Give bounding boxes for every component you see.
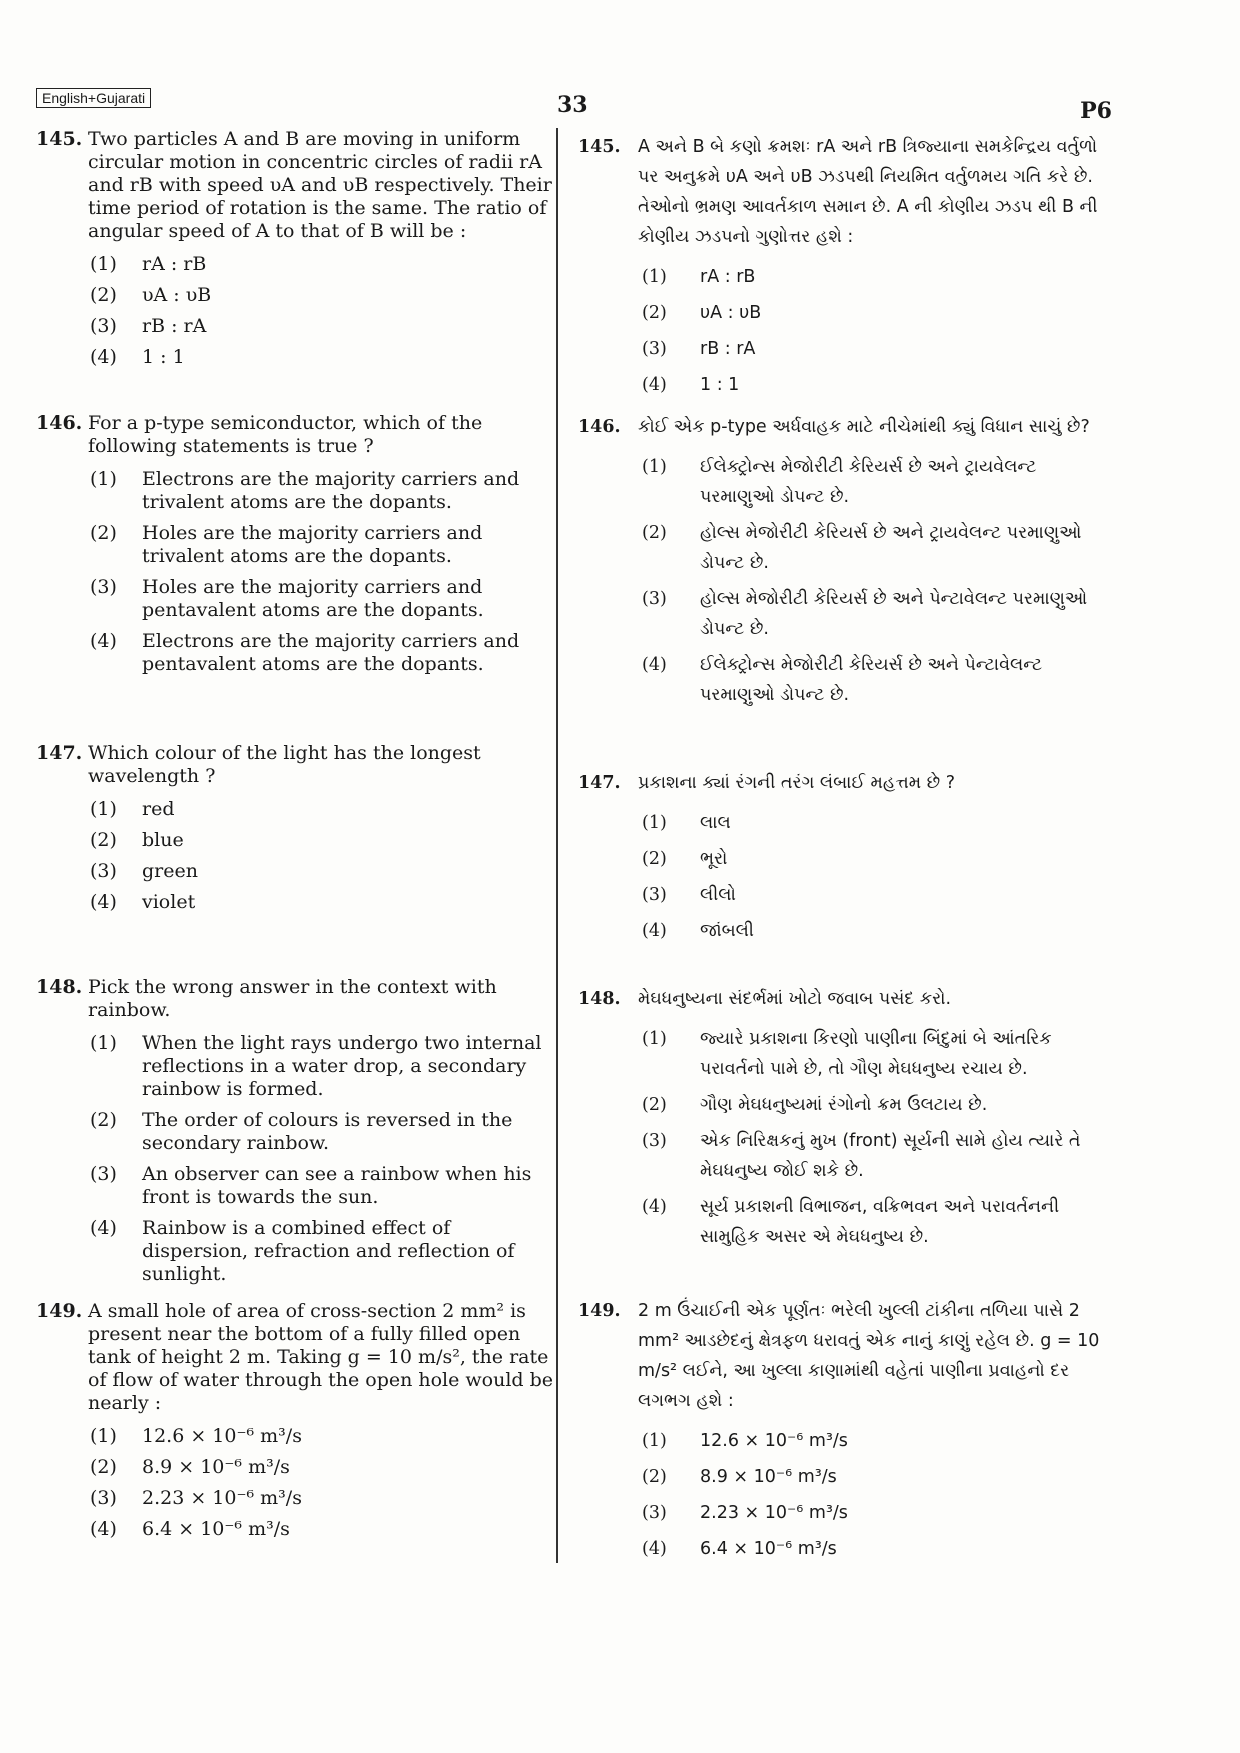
option-number: (1) xyxy=(90,253,117,275)
option xyxy=(90,1032,556,1101)
option xyxy=(642,298,1108,328)
option-text: ઈલેક્ટ્રોન્સ મેજોરીટી કેરિયર્સ છે અને પેન્ટાવેલન્ટ પરમાણુઓ ડોપન્ટ છે. xyxy=(700,655,1043,705)
question-148-en xyxy=(36,976,556,1294)
option-text: rB : rA xyxy=(700,339,756,359)
option-number: (2) xyxy=(90,829,117,851)
set-code: P6 xyxy=(1080,98,1112,124)
option-number: (2) xyxy=(90,1456,117,1478)
option-number: (2) xyxy=(90,1109,117,1131)
option xyxy=(90,253,556,276)
option-number: (4) xyxy=(90,630,117,652)
option-number: (2) xyxy=(642,303,667,323)
option-number: (1) xyxy=(642,267,667,287)
option xyxy=(642,1462,1108,1492)
option-number: (1) xyxy=(642,813,667,833)
question-number: 147. xyxy=(578,773,621,793)
question-148-gu xyxy=(578,984,1108,1258)
question-text: A અને B બે કણો ક્રમશઃ rA અને rB ત્રિજ્યાના સમકેન્દ્રિય વર્તુળો પર અનુક્રમે υA અને υB ઝડપથી નિયમિત વર્તુળમય ગતિ કરે છે. તેઓનો ભ્રમણ આવર્તકાળ સમાન છે. A ની કોણીય ઝડપ થી B ની કોણીય ઝડપનો ગુણોત્તર હશે : xyxy=(638,137,1098,247)
option xyxy=(642,1534,1108,1564)
option-number: (4) xyxy=(642,1539,667,1559)
option xyxy=(90,829,556,852)
option-number: (3) xyxy=(642,885,667,905)
option-number: (4) xyxy=(642,1197,667,1217)
option-number: (2) xyxy=(642,1467,667,1487)
option-text: When the light rays undergo two internal reflections in a water drop, a secondary rainbow is formed. xyxy=(142,1032,542,1100)
option-text: હોલ્સ મેજોરીટી કેરિયર્સ છે અને ટ્રાયવેલન્ટ પરમાણુઓ ડોપન્ટ છે. xyxy=(700,523,1082,573)
option-number: (1) xyxy=(90,1425,117,1447)
option xyxy=(642,1024,1108,1084)
option xyxy=(642,262,1108,292)
option-text: ગૌણ મેઘધનુષ્યમાં રંગોનો ક્રમ ઉલટાય છે. xyxy=(700,1095,988,1115)
option xyxy=(90,346,556,369)
option-number: (3) xyxy=(90,1163,117,1185)
option-number: (4) xyxy=(642,655,667,675)
option-text: rA : rB xyxy=(700,267,756,287)
option-text: ભૂરો xyxy=(700,849,728,869)
option-text: 1 : 1 xyxy=(142,346,185,368)
option-number: (4) xyxy=(90,1518,117,1540)
option-text: 6.4 × 10⁻⁶ m³/s xyxy=(142,1518,290,1540)
option-number: (4) xyxy=(90,891,117,913)
option-text: An observer can see a rainbow when his front is towards the sun. xyxy=(142,1163,532,1208)
question-text: પ્રકાશના ક્યાં રંગની તરંગ લંબાઈ મહત્તમ છે ? xyxy=(638,773,956,793)
option xyxy=(90,1518,556,1541)
option-number: (3) xyxy=(90,315,117,337)
question-145-gu xyxy=(578,132,1108,406)
question-number: 145. xyxy=(36,128,83,150)
option xyxy=(90,1456,556,1479)
option-text: 6.4 × 10⁻⁶ m³/s xyxy=(700,1539,837,1559)
question-146-gu xyxy=(578,412,1108,716)
question-text: મેઘધનુષ્યના સંદર્ભમાં ખોટો જવાબ પસંદ કરો. xyxy=(638,989,952,1009)
option-number: (4) xyxy=(642,921,667,941)
question-number: 148. xyxy=(578,989,621,1009)
option-number: (2) xyxy=(90,284,117,306)
option-text: 8.9 × 10⁻⁶ m³/s xyxy=(700,1467,837,1487)
option-number: (1) xyxy=(90,468,117,490)
option-text: જાંબલી xyxy=(700,921,754,941)
option-text: rA : rB xyxy=(142,253,207,275)
option xyxy=(642,370,1108,400)
option xyxy=(642,880,1108,910)
question-147-gu xyxy=(578,768,1108,952)
question-145-en xyxy=(36,128,556,377)
question-146-en xyxy=(36,412,556,684)
option-text: blue xyxy=(142,829,184,851)
option xyxy=(642,518,1108,578)
option-number: (2) xyxy=(642,1095,667,1115)
option-number: (3) xyxy=(90,860,117,882)
option xyxy=(90,860,556,883)
option-text: 12.6 × 10⁻⁶ m³/s xyxy=(142,1425,302,1447)
option-text: Holes are the majority carriers and pentavalent atoms are the dopants. xyxy=(142,576,484,621)
option-text: Electrons are the majority carriers and trivalent atoms are the dopants. xyxy=(142,468,520,513)
option-number: (3) xyxy=(642,589,667,609)
option xyxy=(90,522,556,568)
option xyxy=(90,1163,556,1209)
option-number: (3) xyxy=(642,1131,667,1151)
option-text: સૂર્ય પ્રકાશની વિભાજન, વક્રિભવન અને પરાવર્તનની સામુહિક અસર એ મેઘધનુષ્ય છે. xyxy=(700,1197,1060,1247)
option-number: (3) xyxy=(642,339,667,359)
question-number: 149. xyxy=(578,1301,621,1321)
option xyxy=(90,1109,556,1155)
option-text: Rainbow is a combined effect of dispersion, refraction and reflection of sunlight. xyxy=(142,1217,515,1285)
option-text: ઈલેક્ટ્રોન્સ મેજોરીટી કેરિયર્સ છે અને ટ્રાયવેલન્ટ પરમાણુઓ ડોપન્ટ છે. xyxy=(700,457,1037,507)
option xyxy=(642,452,1108,512)
option-number: (3) xyxy=(642,1503,667,1523)
question-text: For a p-type semiconductor, which of the following statements is true ? xyxy=(88,412,483,457)
option xyxy=(90,630,556,676)
option xyxy=(642,1498,1108,1528)
option xyxy=(90,1217,556,1286)
option xyxy=(642,1126,1108,1186)
option-number: (1) xyxy=(642,1029,667,1049)
option-text: υA : υB xyxy=(700,303,762,323)
option-text: rB : rA xyxy=(142,315,207,337)
option-text: Electrons are the majority carriers and pentavalent atoms are the dopants. xyxy=(142,630,520,675)
option-number: (2) xyxy=(90,522,117,544)
question-number: 146. xyxy=(578,417,621,437)
option-number: (4) xyxy=(642,375,667,395)
option xyxy=(642,584,1108,644)
page-number: 33 xyxy=(557,92,588,118)
option-text: 8.9 × 10⁻⁶ m³/s xyxy=(142,1456,290,1478)
option-text: 2.23 × 10⁻⁶ m³/s xyxy=(700,1503,848,1523)
option-text: red xyxy=(142,798,175,820)
option-text: Holes are the majority carriers and trivalent atoms are the dopants. xyxy=(142,522,483,567)
option-number: (2) xyxy=(642,523,667,543)
question-147-en xyxy=(36,742,556,922)
option-text: જ્યારે પ્રકાશના કિરણો પાણીના બિંદુમાં બે આંતરિક પરાવર્તનો પામે છે, તો ગૌણ મેઘધનુષ્ય રચાય છે. xyxy=(700,1029,1052,1079)
option-text: હોલ્સ મેજોરીટી કેરિયર્સ છે અને પેન્ટાવેલન્ટ પરમાણુઓ ડોપન્ટ છે. xyxy=(700,589,1088,639)
question-number: 148. xyxy=(36,976,83,998)
option-number: (3) xyxy=(90,1487,117,1509)
option xyxy=(642,916,1108,946)
option xyxy=(90,798,556,821)
option-text: 2.23 × 10⁻⁶ m³/s xyxy=(142,1487,302,1509)
option-number: (1) xyxy=(90,798,117,820)
option xyxy=(642,1090,1108,1120)
option-number: (1) xyxy=(642,1431,667,1451)
option-text: એક નિરિક્ષકનું મુખ (front) સૂર્યની સામે હોય ત્યારે તે મેઘધનુષ્ય જોઈ શકે છે. xyxy=(700,1131,1081,1181)
option xyxy=(90,1487,556,1510)
option-text: The order of colours is reversed in the secondary rainbow. xyxy=(142,1109,513,1154)
question-149-gu xyxy=(578,1296,1108,1570)
question-text: Pick the wrong answer in the context with rainbow. xyxy=(88,976,497,1021)
question-149-en xyxy=(36,1300,556,1549)
option xyxy=(90,468,556,514)
option xyxy=(642,808,1108,838)
option xyxy=(90,284,556,307)
option xyxy=(642,1192,1108,1252)
question-number: 149. xyxy=(36,1300,83,1322)
question-text: કોઈ એક p-type અર્ધવાહક માટે નીચેમાંથી ક્યું વિધાન સાચું છે? xyxy=(638,417,1090,437)
option-text: લીલો xyxy=(700,885,736,905)
option-text: 12.6 × 10⁻⁶ m³/s xyxy=(700,1431,848,1451)
question-number: 145. xyxy=(578,137,621,157)
option-number: (3) xyxy=(90,576,117,598)
option-number: (4) xyxy=(90,1217,117,1239)
option-text: 1 : 1 xyxy=(700,375,740,395)
question-number: 146. xyxy=(36,412,83,434)
question-text: A small hole of area of cross-section 2 mm² is present near the bottom of a fully filled open tank of height 2 m. Taking g = 10 m/s², the rate of flow of water through the open hole would be nearly : xyxy=(88,1300,554,1414)
option xyxy=(642,650,1108,710)
question-number: 147. xyxy=(36,742,83,764)
option xyxy=(90,315,556,338)
option-text: υA : υB xyxy=(142,284,212,306)
option-text: લાલ xyxy=(700,813,731,833)
option-number: (1) xyxy=(90,1032,117,1054)
option-number: (2) xyxy=(642,849,667,869)
column-divider xyxy=(556,128,558,1563)
question-text: 2 m ઉંચાઈની એક પૂર્ણતઃ ભરેલી ખુલ્લી ટાંકીના તળિયા પાસે 2 mm² આડછેદનું ક્ષેત્રફળ ધરાવતું એક નાનું કાણું રહેલ છે. g = 10 m/s² લઈને, આ ખુલ્લા કાણામાંથી વહેતાં પાણીના પ્રવાહનો દર લગભગ હશે : xyxy=(638,1301,1100,1411)
option-text: violet xyxy=(142,891,196,913)
language-tag: English+Gujarati xyxy=(36,88,151,108)
question-text: Two particles A and B are moving in uniform circular motion in concentric circles of radii rA and rB with speed υA and υB respectively. Their time period of rotation is the same. The ratio of angular speed of A to that of B will be : xyxy=(88,128,552,242)
option-text: green xyxy=(142,860,198,882)
option-number: (4) xyxy=(90,346,117,368)
option xyxy=(642,1426,1108,1456)
option xyxy=(90,1425,556,1448)
option xyxy=(90,891,556,914)
option xyxy=(642,334,1108,364)
question-text: Which colour of the light has the longest wavelength ? xyxy=(88,742,481,787)
option xyxy=(90,576,556,622)
option xyxy=(642,844,1108,874)
option-number: (1) xyxy=(642,457,667,477)
